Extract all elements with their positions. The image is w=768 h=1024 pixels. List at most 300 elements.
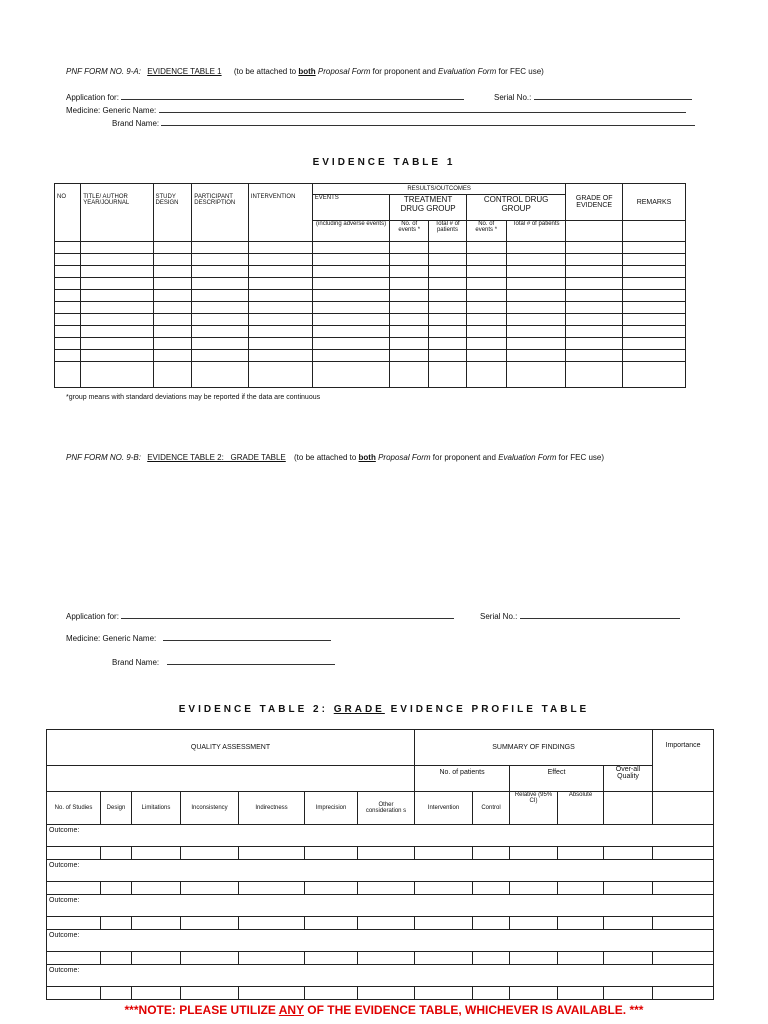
- table-cell[interactable]: [81, 326, 153, 338]
- table-cell[interactable]: [429, 362, 467, 388]
- table-cell[interactable]: [192, 302, 249, 314]
- outcome-row: [47, 860, 714, 882]
- table-row: [55, 278, 686, 290]
- outcome-row: [47, 965, 714, 987]
- table-cell[interactable]: [390, 350, 429, 362]
- table-row: [55, 290, 686, 302]
- table-cell[interactable]: [132, 952, 181, 965]
- importance-blank[interactable]: [653, 792, 714, 825]
- table-cell[interactable]: [101, 952, 132, 965]
- intervention-header: Intervention: [415, 792, 473, 825]
- outcome-data-row: [47, 917, 714, 930]
- table-cell[interactable]: [312, 254, 390, 266]
- table-cell[interactable]: [132, 882, 181, 895]
- table-cell[interactable]: [390, 326, 429, 338]
- for-proponent-text: for proponent and: [432, 453, 496, 462]
- outcome-label: Outcome:: [47, 965, 714, 987]
- remarks-blank-cell[interactable]: [623, 221, 686, 242]
- application-for-row-2: [66, 610, 454, 621]
- table-cell[interactable]: [510, 917, 558, 930]
- treatment-group-header: TREATMENT DRUG GROUP: [390, 195, 466, 221]
- control-group-header: CONTROL DRUG GROUP: [466, 195, 566, 221]
- table-cell[interactable]: [248, 290, 312, 302]
- title-part-a: EVIDENCE TABLE 2:: [178, 704, 328, 715]
- table-cell[interactable]: [358, 987, 415, 1000]
- table-cell[interactable]: [653, 952, 714, 965]
- form-9a-prefix: PNF FORM NO. 9-A:: [66, 67, 141, 76]
- table-cell[interactable]: [653, 882, 714, 895]
- outcome-data-row: [47, 882, 714, 895]
- table-cell[interactable]: [81, 266, 153, 278]
- table-cell[interactable]: [181, 952, 239, 965]
- table-cell[interactable]: [358, 952, 415, 965]
- table-cell[interactable]: [239, 987, 305, 1000]
- table-cell[interactable]: [248, 362, 312, 388]
- for-fec-text: for FEC use): [498, 67, 544, 76]
- col-study-header: STUDY DESIGN: [153, 184, 192, 242]
- table-cell[interactable]: [566, 338, 623, 350]
- generic-name-label: Medicine: Generic Name:: [66, 634, 157, 643]
- serial-no-label: Serial No.:: [494, 93, 532, 102]
- control-total-patients-header: Total # of patients: [506, 221, 566, 242]
- table-cell[interactable]: [153, 362, 192, 388]
- table-cell[interactable]: [623, 314, 686, 326]
- for-fec-text: for FEC use): [558, 453, 605, 462]
- table-cell[interactable]: [47, 987, 101, 1000]
- table-cell[interactable]: [239, 847, 305, 860]
- table-cell[interactable]: [466, 350, 506, 362]
- table-cell[interactable]: [604, 917, 653, 930]
- table-cell[interactable]: [312, 242, 390, 254]
- table-cell[interactable]: [623, 290, 686, 302]
- table-cell[interactable]: [55, 362, 81, 388]
- treatment-total-patients-header: Total # of patients: [429, 221, 467, 242]
- table-cell[interactable]: [181, 882, 239, 895]
- table-cell[interactable]: [132, 847, 181, 860]
- serial-no-row-2: [480, 610, 680, 621]
- serial-no-label: Serial No.:: [480, 612, 518, 621]
- table-cell[interactable]: [55, 314, 81, 326]
- col-intervention-header: INTERVENTION: [248, 184, 312, 242]
- serial-no-field[interactable]: [534, 91, 692, 100]
- generic-name-row-2: [66, 632, 331, 643]
- grade-blank-cell[interactable]: [566, 221, 623, 242]
- no-of-studies-header: No. of Studies: [47, 792, 101, 825]
- table-cell[interactable]: [153, 338, 192, 350]
- table-cell[interactable]: [312, 266, 390, 278]
- overall-quality-blank[interactable]: [604, 792, 653, 825]
- table-cell[interactable]: [248, 242, 312, 254]
- table-cell[interactable]: [192, 290, 249, 302]
- table-cell[interactable]: [55, 302, 81, 314]
- table-cell[interactable]: [510, 847, 558, 860]
- table-cell[interactable]: [466, 278, 506, 290]
- table-cell[interactable]: [566, 254, 623, 266]
- table-cell[interactable]: [510, 987, 558, 1000]
- table-cell[interactable]: [153, 278, 192, 290]
- form-9a-name: EVIDENCE TABLE 1: [147, 67, 222, 76]
- table-cell[interactable]: [81, 314, 153, 326]
- table-cell[interactable]: [81, 350, 153, 362]
- table-cell[interactable]: [390, 242, 429, 254]
- effect-header: Effect: [510, 766, 604, 792]
- table-cell[interactable]: [566, 278, 623, 290]
- outcome-row: [47, 895, 714, 917]
- table-cell[interactable]: [566, 314, 623, 326]
- table-cell[interactable]: [429, 254, 467, 266]
- table-cell[interactable]: [566, 242, 623, 254]
- generic-name-field[interactable]: [163, 632, 331, 641]
- form-9b-prefix: PNF FORM NO. 9-B:: [66, 453, 141, 462]
- table-cell[interactable]: [181, 917, 239, 930]
- table-cell[interactable]: [55, 278, 81, 290]
- table-cell[interactable]: [81, 290, 153, 302]
- table-cell[interactable]: [153, 326, 192, 338]
- application-for-label: Application for:: [66, 612, 119, 621]
- table-cell[interactable]: [55, 266, 81, 278]
- table-cell[interactable]: [566, 266, 623, 278]
- serial-no-row: [494, 91, 692, 102]
- table-cell[interactable]: [192, 254, 249, 266]
- table-cell[interactable]: [390, 290, 429, 302]
- table-cell[interactable]: [239, 882, 305, 895]
- evaluation-form-text: Evaluation Form: [438, 67, 497, 76]
- table-cell[interactable]: [47, 882, 101, 895]
- table-cell[interactable]: [305, 952, 358, 965]
- table-cell[interactable]: [101, 987, 132, 1000]
- evidence-table-1: [54, 183, 686, 388]
- table-cell[interactable]: [248, 350, 312, 362]
- table-cell[interactable]: [390, 278, 429, 290]
- table-cell[interactable]: [47, 952, 101, 965]
- outcome-label: Outcome:: [47, 860, 714, 882]
- table-cell[interactable]: [506, 290, 566, 302]
- proposal-form-text: Proposal Form: [317, 67, 371, 76]
- table-cell[interactable]: [558, 882, 604, 895]
- overall-quality-header: Over-all Quality: [604, 766, 653, 792]
- table-cell[interactable]: [101, 847, 132, 860]
- table-cell[interactable]: [604, 882, 653, 895]
- design-header: Design: [101, 792, 132, 825]
- table-cell[interactable]: [312, 278, 390, 290]
- table-cell[interactable]: [192, 350, 249, 362]
- table-cell[interactable]: [429, 242, 467, 254]
- evaluation-form-text: Evaluation Form: [498, 453, 557, 462]
- table-cell[interactable]: [466, 266, 506, 278]
- table-cell[interactable]: [566, 302, 623, 314]
- table-cell[interactable]: [510, 952, 558, 965]
- table-cell[interactable]: [47, 917, 101, 930]
- table-cell[interactable]: [566, 290, 623, 302]
- attach-text: (to be attached to: [233, 67, 297, 76]
- table-cell[interactable]: [248, 254, 312, 266]
- table-cell[interactable]: [466, 362, 506, 388]
- table-cell[interactable]: [623, 266, 686, 278]
- table-cell[interactable]: [506, 302, 566, 314]
- table-cell[interactable]: [305, 917, 358, 930]
- table-cell[interactable]: [358, 917, 415, 930]
- generic-name-row: [66, 104, 686, 115]
- form-9b-heading: [66, 453, 604, 462]
- table-cell[interactable]: [623, 362, 686, 388]
- table-cell[interactable]: [305, 987, 358, 1000]
- title-part-grade: GRADE: [333, 704, 385, 715]
- brand-name-field[interactable]: [161, 117, 695, 126]
- outcome-row: [47, 825, 714, 847]
- attach-text: (to be attached to: [294, 453, 357, 462]
- table-cell[interactable]: [47, 847, 101, 860]
- table-cell[interactable]: [312, 290, 390, 302]
- table-cell[interactable]: [248, 326, 312, 338]
- evidence-table-1-title: EVIDENCE TABLE 1: [312, 157, 456, 168]
- table-cell[interactable]: [55, 326, 81, 338]
- brand-name-row-2: [112, 656, 335, 667]
- table-cell[interactable]: [390, 254, 429, 266]
- table-row: [55, 302, 686, 314]
- table-cell[interactable]: [473, 952, 510, 965]
- table-row: [55, 242, 686, 254]
- table-cell[interactable]: [181, 987, 239, 1000]
- table-cell[interactable]: [305, 882, 358, 895]
- other-considerations-header: Other consideration s: [358, 792, 415, 825]
- table-cell[interactable]: [466, 254, 506, 266]
- outcome-label: Outcome:: [47, 825, 714, 847]
- form-9a-heading: [66, 67, 544, 76]
- table-cell[interactable]: [192, 242, 249, 254]
- table-row: [55, 314, 686, 326]
- table-cell[interactable]: [81, 278, 153, 290]
- table-cell[interactable]: [415, 847, 473, 860]
- grade-of-evidence-header: GRADE OF EVIDENCE: [566, 184, 623, 221]
- table-cell[interactable]: [466, 242, 506, 254]
- table-cell[interactable]: [473, 917, 510, 930]
- table-cell[interactable]: [81, 338, 153, 350]
- outcome-row: [47, 930, 714, 952]
- table-cell[interactable]: [55, 338, 81, 350]
- table-row: [55, 326, 686, 338]
- table-cell[interactable]: [623, 254, 686, 266]
- table-cell[interactable]: [81, 242, 153, 254]
- table-cell[interactable]: [153, 242, 192, 254]
- table-cell[interactable]: [312, 338, 390, 350]
- table-cell[interactable]: [181, 847, 239, 860]
- table-cell[interactable]: [429, 290, 467, 302]
- table-cell[interactable]: [506, 362, 566, 388]
- table-cell[interactable]: [248, 302, 312, 314]
- table-cell[interactable]: [192, 266, 249, 278]
- table-cell[interactable]: [81, 362, 153, 388]
- table-cell[interactable]: [248, 314, 312, 326]
- table-row: [55, 362, 686, 388]
- table-cell[interactable]: [312, 326, 390, 338]
- table-cell[interactable]: [312, 302, 390, 314]
- table-cell[interactable]: [55, 290, 81, 302]
- events-header: EVENTS: [312, 195, 390, 221]
- both-text: both: [358, 453, 376, 462]
- table-cell[interactable]: [623, 302, 686, 314]
- table-cell[interactable]: [653, 847, 714, 860]
- treatment-no-events-header: No. of events *: [390, 221, 429, 242]
- table-cell[interactable]: [623, 350, 686, 362]
- table-cell[interactable]: [653, 987, 714, 1000]
- imprecision-header: Imprecision: [305, 792, 358, 825]
- table-cell[interactable]: [390, 314, 429, 326]
- table-row: [55, 350, 686, 362]
- note-any: ANY: [278, 1003, 304, 1017]
- table-cell[interactable]: [506, 254, 566, 266]
- table-cell[interactable]: [429, 338, 467, 350]
- note-suffix: OF THE EVIDENCE TABLE, WHICHEVER IS AVAILABLE. ***: [307, 1003, 644, 1017]
- importance-header: Importance: [653, 730, 714, 792]
- generic-name-field[interactable]: [159, 104, 686, 113]
- table-cell[interactable]: [415, 882, 473, 895]
- brand-name-label: Brand Name:: [112, 658, 160, 667]
- table-cell[interactable]: [506, 266, 566, 278]
- table-cell[interactable]: [358, 847, 415, 860]
- table-row: [55, 266, 686, 278]
- proposal-form-text: Proposal Form: [378, 453, 431, 462]
- table-cell[interactable]: [390, 302, 429, 314]
- brand-name-label: Brand Name:: [112, 119, 160, 128]
- table-cell[interactable]: [415, 952, 473, 965]
- application-for-field[interactable]: [121, 91, 464, 100]
- table-cell[interactable]: [248, 266, 312, 278]
- table-row: [55, 254, 686, 266]
- outcome-label: Outcome:: [47, 930, 714, 952]
- table-cell[interactable]: [55, 350, 81, 362]
- table-cell[interactable]: [81, 254, 153, 266]
- table-cell[interactable]: [192, 338, 249, 350]
- table-cell[interactable]: [312, 314, 390, 326]
- table-cell[interactable]: [429, 314, 467, 326]
- outcome-data-row: [47, 952, 714, 965]
- col-participant-header: PARTICIPANT DESCRIPTION: [192, 184, 249, 242]
- evidence-table-2: [46, 729, 714, 1000]
- table-cell[interactable]: [239, 952, 305, 965]
- table-cell[interactable]: [312, 362, 390, 388]
- application-for-field[interactable]: [121, 610, 454, 619]
- table-cell[interactable]: [473, 882, 510, 895]
- table-cell[interactable]: [390, 362, 429, 388]
- application-for-label: Application for:: [66, 93, 119, 102]
- table-cell[interactable]: [566, 350, 623, 362]
- table-cell[interactable]: [55, 242, 81, 254]
- table-cell[interactable]: [132, 917, 181, 930]
- table-cell[interactable]: [192, 278, 249, 290]
- quality-assessment-header: QUALITY ASSESSMENT: [47, 730, 415, 766]
- both-text: both: [298, 67, 316, 76]
- table-cell[interactable]: [239, 917, 305, 930]
- table-cell[interactable]: [506, 242, 566, 254]
- table-cell[interactable]: [153, 350, 192, 362]
- table-cell[interactable]: [153, 254, 192, 266]
- table-cell[interactable]: [506, 278, 566, 290]
- table-cell[interactable]: [81, 302, 153, 314]
- table-cell[interactable]: [429, 350, 467, 362]
- table-cell[interactable]: [429, 266, 467, 278]
- table-cell[interactable]: [415, 987, 473, 1000]
- brand-name-field[interactable]: [167, 656, 335, 665]
- outcome-data-row: [47, 987, 714, 1000]
- table-cell[interactable]: [566, 326, 623, 338]
- table-cell[interactable]: [153, 290, 192, 302]
- generic-name-label: Medicine: Generic Name:: [66, 106, 157, 115]
- table-cell[interactable]: [473, 847, 510, 860]
- table-cell[interactable]: [312, 350, 390, 362]
- table-cell[interactable]: [566, 362, 623, 388]
- table-cell[interactable]: [192, 362, 249, 388]
- table-cell[interactable]: [653, 917, 714, 930]
- table-cell[interactable]: [466, 314, 506, 326]
- table-cell[interactable]: [390, 266, 429, 278]
- table-cell[interactable]: [623, 242, 686, 254]
- table-cell[interactable]: [466, 302, 506, 314]
- table-cell[interactable]: [558, 917, 604, 930]
- table-cell[interactable]: [101, 882, 132, 895]
- table-cell[interactable]: [248, 338, 312, 350]
- table-cell[interactable]: [132, 987, 181, 1000]
- table-cell[interactable]: [248, 278, 312, 290]
- table-cell[interactable]: [623, 278, 686, 290]
- including-adverse-header: (including adverse events): [312, 221, 390, 242]
- table-cell[interactable]: [429, 278, 467, 290]
- table-cell[interactable]: [153, 302, 192, 314]
- absolute-header: Absolute: [558, 792, 604, 825]
- table-cell[interactable]: [623, 338, 686, 350]
- table-cell[interactable]: [153, 314, 192, 326]
- table-cell[interactable]: [101, 917, 132, 930]
- table-cell[interactable]: [305, 847, 358, 860]
- table-cell[interactable]: [558, 987, 604, 1000]
- table-cell[interactable]: [192, 326, 249, 338]
- application-for-row: [66, 91, 464, 102]
- serial-no-field[interactable]: [520, 610, 680, 619]
- remarks-header: REMARKS: [623, 184, 686, 221]
- table-cell[interactable]: [604, 987, 653, 1000]
- bottom-note: [0, 1003, 768, 1017]
- table-cell[interactable]: [429, 326, 467, 338]
- table-cell[interactable]: [506, 314, 566, 326]
- title-part-c: EVIDENCE PROFILE TABLE: [390, 704, 590, 715]
- table-cell[interactable]: [506, 338, 566, 350]
- table-cell[interactable]: [466, 290, 506, 302]
- relative-header: Relative (95% CI): [510, 792, 558, 825]
- table-cell[interactable]: [623, 326, 686, 338]
- note-prefix: ***NOTE: PLEASE UTILIZE: [124, 1003, 276, 1017]
- table-cell[interactable]: [466, 326, 506, 338]
- form-9b-name: EVIDENCE TABLE 2: GRADE TABLE: [147, 453, 286, 462]
- table-cell[interactable]: [473, 987, 510, 1000]
- table-cell[interactable]: [390, 338, 429, 350]
- table-cell[interactable]: [604, 847, 653, 860]
- table-cell[interactable]: [510, 882, 558, 895]
- table-cell[interactable]: [153, 266, 192, 278]
- results-outcomes-header: RESULTS/OUTCOMES: [312, 184, 566, 195]
- table-cell[interactable]: [604, 952, 653, 965]
- table-cell[interactable]: [558, 847, 604, 860]
- outcome-data-row: [47, 847, 714, 860]
- table-cell[interactable]: [466, 338, 506, 350]
- table-cell[interactable]: [55, 254, 81, 266]
- table-cell[interactable]: [429, 302, 467, 314]
- table-row: [55, 338, 686, 350]
- table-cell[interactable]: [192, 314, 249, 326]
- table-cell[interactable]: [358, 882, 415, 895]
- table-cell[interactable]: [506, 326, 566, 338]
- table-cell[interactable]: [415, 917, 473, 930]
- table-cell[interactable]: [506, 350, 566, 362]
- table-cell[interactable]: [558, 952, 604, 965]
